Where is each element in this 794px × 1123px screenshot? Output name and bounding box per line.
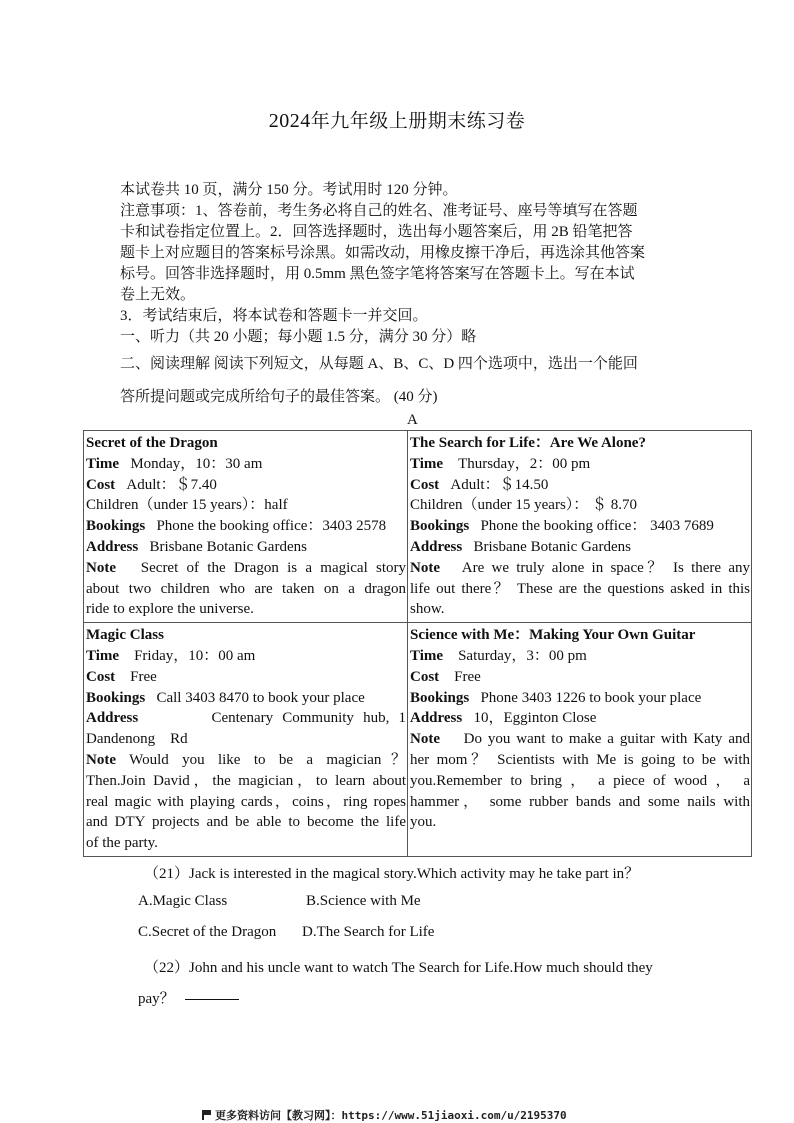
event-address: Address 10，Egginton Close bbox=[410, 710, 597, 727]
event-time: Time Monday，10：30 am bbox=[86, 455, 263, 472]
event-note-line: Then.Join David，the magician，to learn about bbox=[86, 772, 406, 789]
option-d: D.The Search for Life bbox=[302, 924, 435, 940]
footer-link[interactable] bbox=[202, 1107, 567, 1123]
title-year: 2024 bbox=[268, 110, 311, 132]
event-note-line: of the party. bbox=[86, 835, 158, 852]
event-cost: Cost Adult：＄7.40 bbox=[86, 476, 217, 493]
intro-line: 卷上无效。 bbox=[120, 287, 196, 303]
flag-icon bbox=[202, 1110, 211, 1120]
title-text: 年九年级上册期末练习卷 bbox=[310, 111, 526, 132]
event-note-line: her mom？ Scientists with Me is going to be with bbox=[410, 751, 750, 768]
intro-line: 题卡上对应题目的答案标号涂黑。如需改动，用橡皮擦干净后，再选涂其他答案 bbox=[120, 245, 646, 261]
event-note: Note Are we truly alone in space？ Is there any bbox=[410, 559, 750, 576]
event-address: Address Centenary Community hub, 1 bbox=[86, 710, 406, 727]
event-bookings: Bookings Phone the booking office：3403 2578 bbox=[86, 518, 387, 535]
event-note-line: ride to explore the universe. bbox=[86, 601, 254, 618]
option-a: A.Magic Class bbox=[138, 893, 228, 909]
event-address: Address Brisbane Botanic Gardens bbox=[410, 538, 631, 555]
event-title: Magic Class bbox=[86, 627, 164, 644]
event-note-line: you.Remember to bring ， a piece of wood ， a bbox=[410, 772, 750, 789]
intro-line: 二、阅读理解 阅读下列短文，从每题 A、B、C、D 四个选项中，选出一个能回 bbox=[120, 356, 638, 372]
event-bookings: Bookings Call 3403 8470 to book your place bbox=[86, 689, 365, 706]
exam-instructions bbox=[120, 180, 680, 408]
intro-line: 标号。回答非选择题时，用 0.5mm 黑色签字笔将答案写在答题卡上。写在本试 bbox=[120, 266, 635, 282]
event-cost: Cost Free bbox=[86, 668, 157, 685]
event-time: Time Friday，10：00 am bbox=[86, 647, 256, 664]
event-title: Science with Me：Making Your Own Guitar bbox=[410, 627, 696, 644]
question-21: （21）Jack is interested in the magical story.Which activity may he take part in？ bbox=[144, 866, 640, 882]
event-children-cost: Children（under 15 years）： ＄ 8.70 bbox=[410, 497, 638, 514]
event-note-line: real magic with playing cards，coins，ring ropes bbox=[86, 793, 406, 810]
event-note: Note Would you like to be a magician？ bbox=[86, 751, 407, 768]
event-time: Time Saturday，3：00 pm bbox=[410, 647, 587, 664]
event-title: Secret of the Dragon bbox=[86, 435, 218, 451]
intro-line: 答所提问题或完成所给句子的最佳答案。 (40 分) bbox=[120, 389, 438, 405]
event-note-line: and DTY projects and be able to become the life bbox=[86, 814, 406, 831]
event-time: Time Thursday，2：00 pm bbox=[410, 455, 591, 472]
event-cost: Cost Free bbox=[410, 668, 481, 685]
table-row bbox=[84, 623, 752, 857]
page-title bbox=[0, 106, 794, 133]
question-22: （22）John and his uncle want to watch The Search for Life.How much should they bbox=[144, 960, 653, 976]
event-children-cost: Children（under 15 years）：half bbox=[86, 497, 288, 514]
event-cell bbox=[408, 623, 752, 857]
table-row bbox=[84, 431, 752, 623]
option-b: B.Science with Me bbox=[306, 893, 421, 909]
intro-line: 一、听力（共 20 小题；每小题 1.5 分，满分 30 分）略 bbox=[120, 329, 477, 345]
event-note-line: you. bbox=[410, 814, 437, 831]
event-cost: Cost Adult：＄14.50 bbox=[410, 476, 549, 493]
intro-line: 本试卷共 10 页，满分 150 分。考试用时 120 分钟。 bbox=[120, 182, 458, 198]
event-cell bbox=[84, 623, 408, 857]
event-title: The Search for Life：Are We Alone? bbox=[410, 435, 646, 451]
event-cell bbox=[84, 431, 408, 623]
event-note-line: about two children who are taken on a dragon bbox=[86, 580, 406, 597]
intro-line: 卡和试卷指定位置上。2．回答选择题时，选出每小题答案后，用 2B 铅笔把答 bbox=[120, 224, 633, 240]
option-c: C.Secret of the Dragon bbox=[138, 924, 277, 940]
intro-line: 注意事项：1、答卷前，考生务必将自己的姓名、准考证号、座号等填写在答题 bbox=[120, 203, 638, 219]
section-label: A bbox=[407, 412, 418, 428]
event-note: Note Secret of the Dragon is a magical story bbox=[86, 559, 407, 576]
event-note: Note Do you want to make a guitar with Katy and bbox=[410, 731, 750, 748]
event-cell bbox=[408, 431, 752, 623]
event-bookings: Bookings Phone the booking office： 3403 7689 bbox=[410, 518, 714, 535]
question-22-continued: pay？ bbox=[138, 987, 239, 1008]
answer-blank[interactable] bbox=[185, 999, 239, 1000]
event-note-line: show. bbox=[410, 601, 445, 618]
event-address-line: Dandenong Rd bbox=[86, 731, 188, 748]
event-note-line: life out there？ These are the questions asked in this bbox=[410, 580, 750, 597]
footer-text: 更多资料访问【教习网】：https://www.51jiaoxi.com/u/2195370 bbox=[215, 1109, 567, 1122]
event-address: Address Brisbane Botanic Gardens bbox=[86, 538, 307, 555]
events-table bbox=[83, 430, 752, 857]
event-bookings: Bookings Phone 3403 1226 to book your place bbox=[410, 689, 702, 706]
event-note-line: hammer， some rubber bands and some nails with bbox=[410, 793, 750, 810]
intro-line: 3．考试结束后，将本试卷和答题卡一并交回。 bbox=[120, 308, 428, 324]
